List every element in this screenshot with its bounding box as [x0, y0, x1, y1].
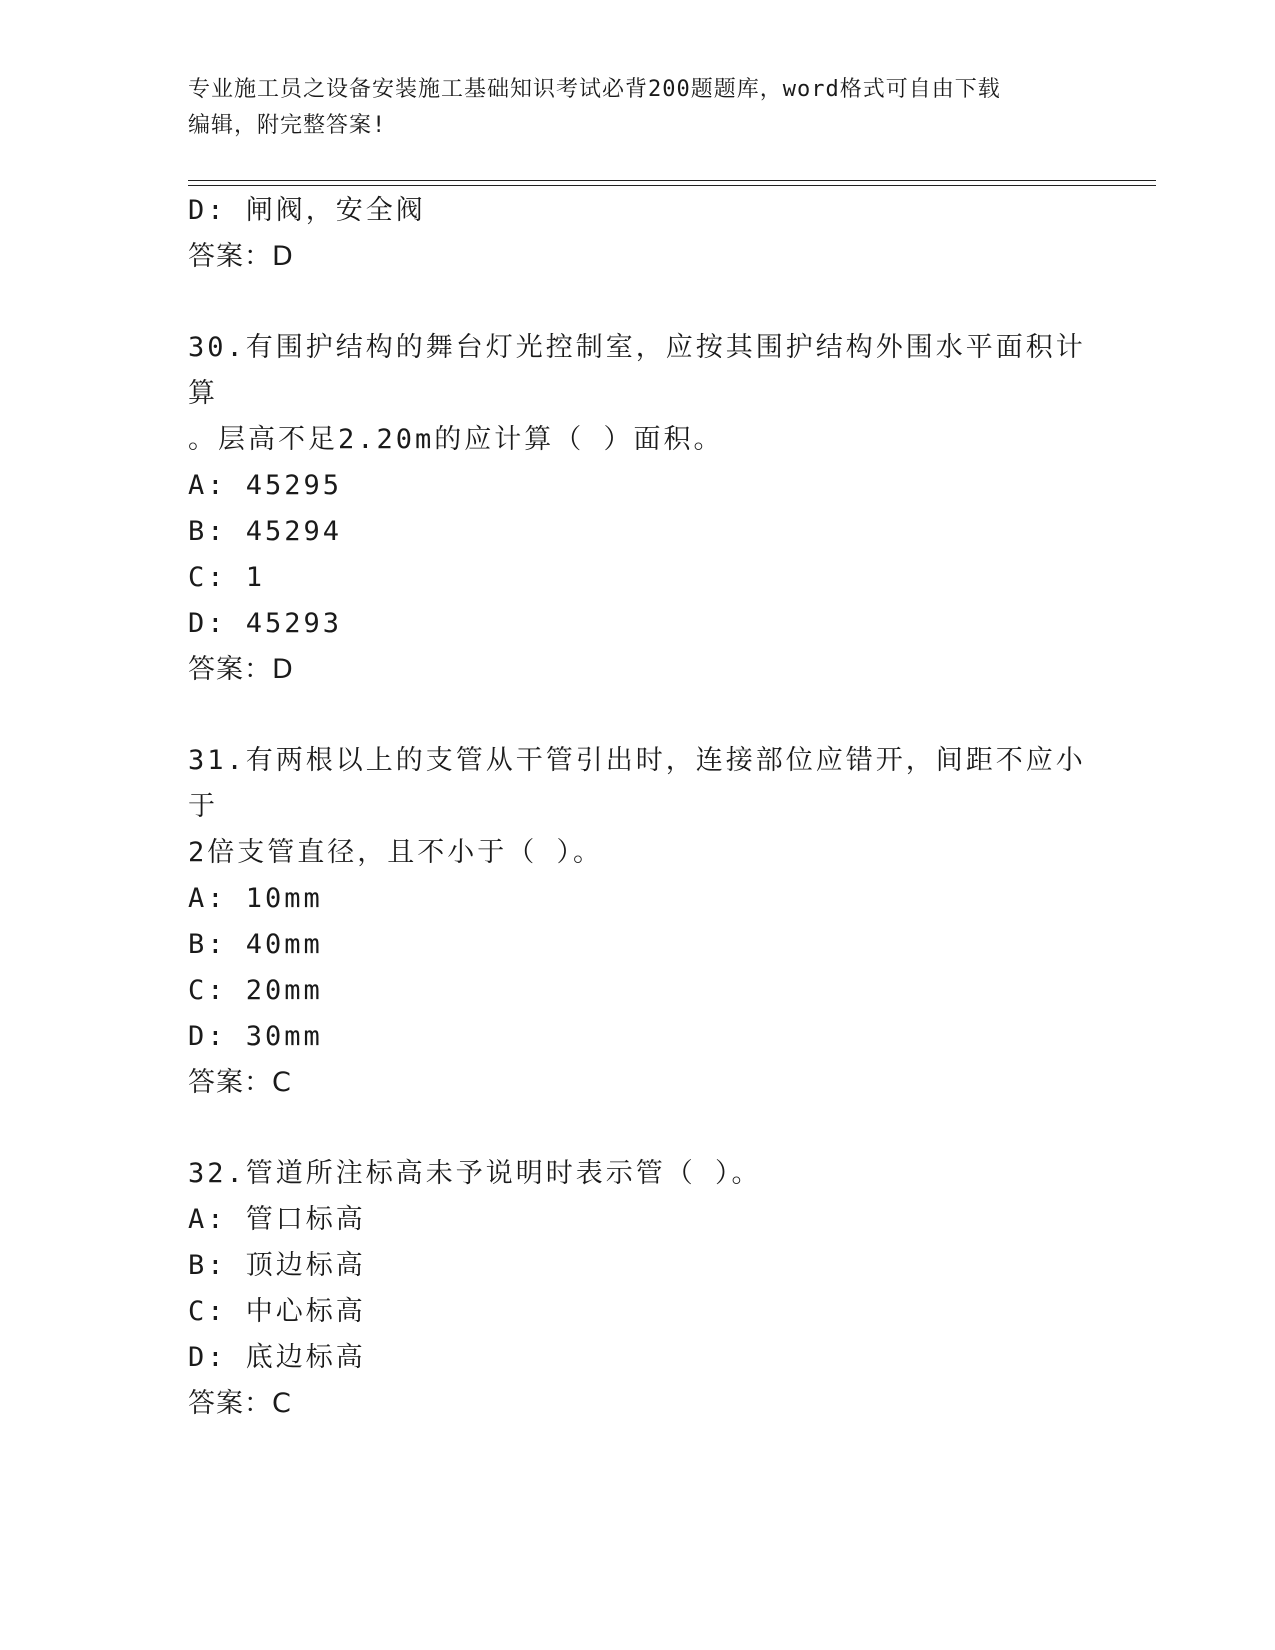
option-a: A: 管口标高 — [188, 1204, 366, 1235]
question-text-line-1: 30.有围护结构的舞台灯光控制室，应按其围护结构外围水平面积计算 — [188, 332, 1086, 409]
header-divider-top — [188, 180, 1156, 181]
option-d: D: 30mm — [188, 1021, 323, 1052]
option-a: A: 10mm — [188, 883, 323, 914]
question-text-line-1: 31.有两根以上的支管从干管引出时，连接部位应错开，间距不应小于 — [188, 745, 1086, 822]
option-d: D: 闸阀，安全阀 — [188, 195, 426, 226]
option-c: C: 20mm — [188, 975, 323, 1006]
header-line-1: 专业施工员之设备安装施工基础知识考试必背200题题库，word格式可自由下载 — [188, 77, 1001, 102]
previous-question-tail — [188, 188, 1088, 280]
question-text-line-2: 2倍支管直径，且不小于（ ）。 — [188, 837, 604, 868]
question-text-line-2: 。层高不足2.20m的应计算（ ）面积。 — [188, 424, 724, 455]
option-d: D: 45293 — [188, 608, 343, 639]
document-header — [188, 72, 1068, 144]
question-31 — [188, 738, 1088, 1106]
answer: 答案：C — [188, 1388, 292, 1419]
header-line-2: 编辑，附完整答案! — [188, 113, 387, 138]
option-b: B: 40mm — [188, 929, 323, 960]
answer: 答案：C — [188, 1067, 292, 1098]
answer: 答案：D — [188, 241, 294, 272]
question-text-line-1: 32.管道所注标高未予说明时表示管（ ）。 — [188, 1158, 762, 1189]
option-b: B: 顶边标高 — [188, 1250, 366, 1281]
option-b: B: 45294 — [188, 516, 343, 547]
question-32 — [188, 1151, 1088, 1427]
option-a: A: 45295 — [188, 470, 343, 501]
option-c: C: 1 — [188, 562, 266, 593]
header-divider-bottom — [188, 185, 1156, 186]
question-list — [188, 188, 1088, 1427]
question-30 — [188, 325, 1088, 693]
answer: 答案：D — [188, 654, 294, 685]
option-d: D: 底边标高 — [188, 1342, 366, 1373]
option-c: C: 中心标高 — [188, 1296, 366, 1327]
